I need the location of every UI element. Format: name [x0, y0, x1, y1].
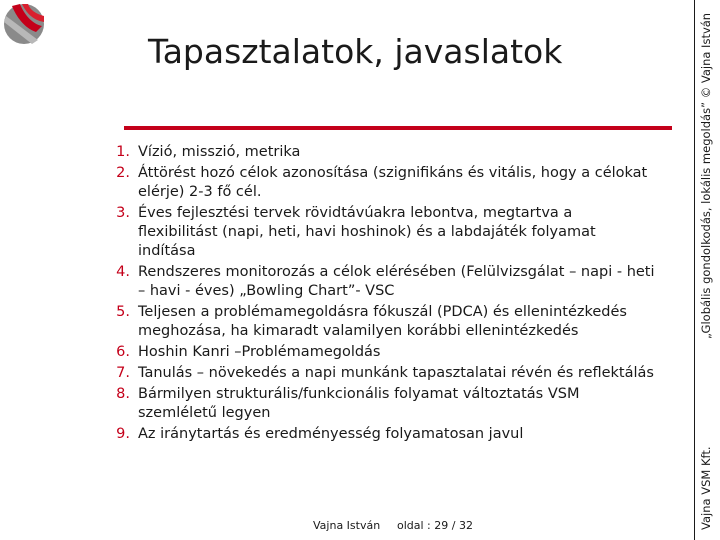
list-number: 9.	[116, 426, 130, 442]
list-item	[108, 303, 656, 341]
list-item-text: Teljesen a problémamegoldásra fókuszál (PDCA) és ellenintézkedés meghozása, ha kimaradt valamilyen korábbi ellenintézkedés	[138, 304, 627, 339]
list-number: 4.	[116, 264, 130, 280]
list-number: 8.	[116, 386, 130, 402]
side-label	[697, 0, 717, 540]
footer-page-number: oldal : 29 / 32	[397, 519, 473, 532]
list-item-text: Áttörést hozó célok azonosítása (szignifikáns és vitális, hogy a célokat elérje) 2-3 fő cél.	[138, 165, 648, 200]
title-underline	[124, 126, 672, 130]
vsm-logo-icon	[2, 2, 46, 46]
footer-presenter: Vajna István	[313, 519, 381, 532]
list-item	[108, 425, 656, 444]
list-item-text: Bármilyen strukturális/funkcionális folyamat változtatás VSM szemléletű legyen	[138, 386, 580, 421]
list-item	[108, 143, 656, 162]
list-item-text: Éves fejlesztési tervek rövidtávúakra lebontva, megtartva a flexibilitást (napi, heti, havi hoshinok) és a labdajáték folyamat indítása	[138, 205, 596, 259]
side-company-text: Vajna VSM Kft.	[699, 446, 713, 530]
footer	[0, 519, 694, 535]
list-item-text: Vízió, misszió, metrika	[138, 144, 301, 160]
list-item	[108, 204, 656, 261]
numbered-list	[108, 143, 656, 446]
list-item-text: Az iránytartás és eredményesség folyamatosan javul	[138, 426, 524, 442]
slide-title: Tapasztalatok, javaslatok	[148, 32, 563, 71]
list-item	[108, 385, 656, 423]
list-item-text: Tanulás – növekedés a napi munkánk tapasztalatai révén és reflektálás	[138, 365, 654, 381]
list-item-text: Hoshin Kanri –Problémamegoldás	[138, 344, 381, 360]
list-item	[108, 164, 656, 202]
list-number: 2.	[116, 165, 130, 181]
list-number: 1.	[116, 144, 130, 160]
side-credit-text: „Globális gondolkodás, lokális megoldás” © Vajna István	[699, 12, 713, 339]
side-divider	[694, 0, 695, 540]
list-item-text: Rendszeres monitorozás a célok elérésében (Felülvizsgálat – napi - heti – havi - éves) „Bowling Chart”- VSC	[138, 264, 655, 299]
list-item	[108, 364, 656, 383]
list-item	[108, 263, 656, 301]
list-number: 5.	[116, 304, 130, 320]
list-number: 6.	[116, 344, 130, 360]
list-item	[108, 343, 656, 362]
list-number: 7.	[116, 365, 130, 381]
list-number: 3.	[116, 205, 130, 221]
